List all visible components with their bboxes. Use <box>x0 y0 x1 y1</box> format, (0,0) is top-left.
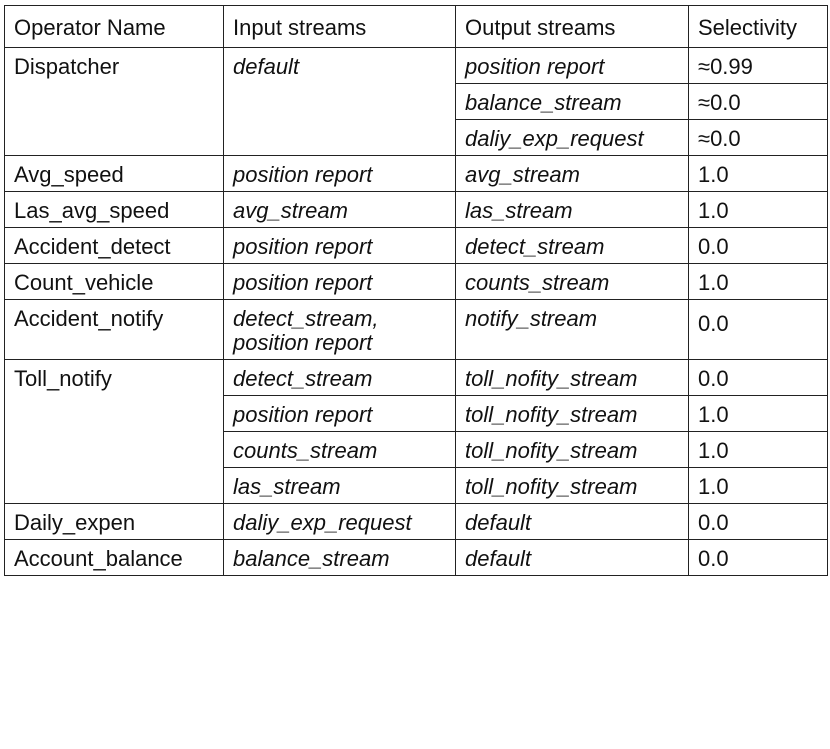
selectivity-cell: 1.0 <box>689 396 828 432</box>
selectivity-cell: 0.0 <box>689 504 828 540</box>
input-cell: balance_stream <box>224 540 456 576</box>
output-cell: avg_stream <box>456 156 689 192</box>
output-cell: balance_stream <box>456 84 689 120</box>
operator-cell: Dispatcher <box>5 48 224 156</box>
selectivity-cell: 0.0 <box>689 360 828 396</box>
header-operator-name: Operator Name <box>5 6 224 48</box>
header-input-streams: Input streams <box>224 6 456 48</box>
selectivity-cell: 0.0 <box>689 228 828 264</box>
table-row <box>5 540 828 576</box>
output-cell: notify_stream <box>456 300 689 360</box>
output-cell: default <box>456 540 689 576</box>
operator-cell: Daily_expen <box>5 504 224 540</box>
output-cell: las_stream <box>456 192 689 228</box>
input-cell: position report <box>224 228 456 264</box>
selectivity-cell: 0.0 <box>689 540 828 576</box>
output-cell: detect_stream <box>456 228 689 264</box>
selectivity-cell: ≈0.99 <box>689 48 828 84</box>
selectivity-cell: 1.0 <box>689 192 828 228</box>
selectivity-cell: 1.0 <box>689 156 828 192</box>
table-row <box>5 156 828 192</box>
input-cell: default <box>224 48 456 156</box>
table-row <box>5 192 828 228</box>
input-cell: detect_stream, position report <box>224 300 456 360</box>
input-cell: las_stream <box>224 468 456 504</box>
output-cell: toll_nofity_stream <box>456 396 689 432</box>
selectivity-cell: 1.0 <box>689 468 828 504</box>
input-cell: daliy_exp_request <box>224 504 456 540</box>
table-row <box>5 48 828 84</box>
output-cell: default <box>456 504 689 540</box>
input-cell: position report <box>224 156 456 192</box>
operator-cell: Accident_notify <box>5 300 224 360</box>
operator-cell: Avg_speed <box>5 156 224 192</box>
header-row <box>5 6 828 48</box>
input-cell: detect_stream <box>224 360 456 396</box>
input-cell: position report <box>224 396 456 432</box>
header-output-streams: Output streams <box>456 6 689 48</box>
selectivity-cell: 1.0 <box>689 264 828 300</box>
selectivity-cell: ≈0.0 <box>689 84 828 120</box>
operator-cell: Accident_detect <box>5 228 224 264</box>
input-cell: position report <box>224 264 456 300</box>
operator-cell: Count_vehicle <box>5 264 224 300</box>
input-cell: avg_stream <box>224 192 456 228</box>
operator-cell: Account_balance <box>5 540 224 576</box>
output-cell: counts_stream <box>456 264 689 300</box>
table-row <box>5 264 828 300</box>
table-row <box>5 300 828 360</box>
output-cell: toll_nofity_stream <box>456 468 689 504</box>
output-cell: toll_nofity_stream <box>456 432 689 468</box>
selectivity-cell: 1.0 <box>689 432 828 468</box>
selectivity-cell: ≈0.0 <box>689 120 828 156</box>
header-selectivity: Selectivity <box>689 6 828 48</box>
output-cell: toll_nofity_stream <box>456 360 689 396</box>
operator-table <box>4 5 828 576</box>
selectivity-cell: 0.0 <box>689 300 828 360</box>
table-row <box>5 360 828 396</box>
input-cell: counts_stream <box>224 432 456 468</box>
table-row <box>5 228 828 264</box>
operator-cell: Las_avg_speed <box>5 192 224 228</box>
table-row <box>5 504 828 540</box>
output-cell: daliy_exp_request <box>456 120 689 156</box>
output-cell: position report <box>456 48 689 84</box>
operator-cell: Toll_notify <box>5 360 224 504</box>
